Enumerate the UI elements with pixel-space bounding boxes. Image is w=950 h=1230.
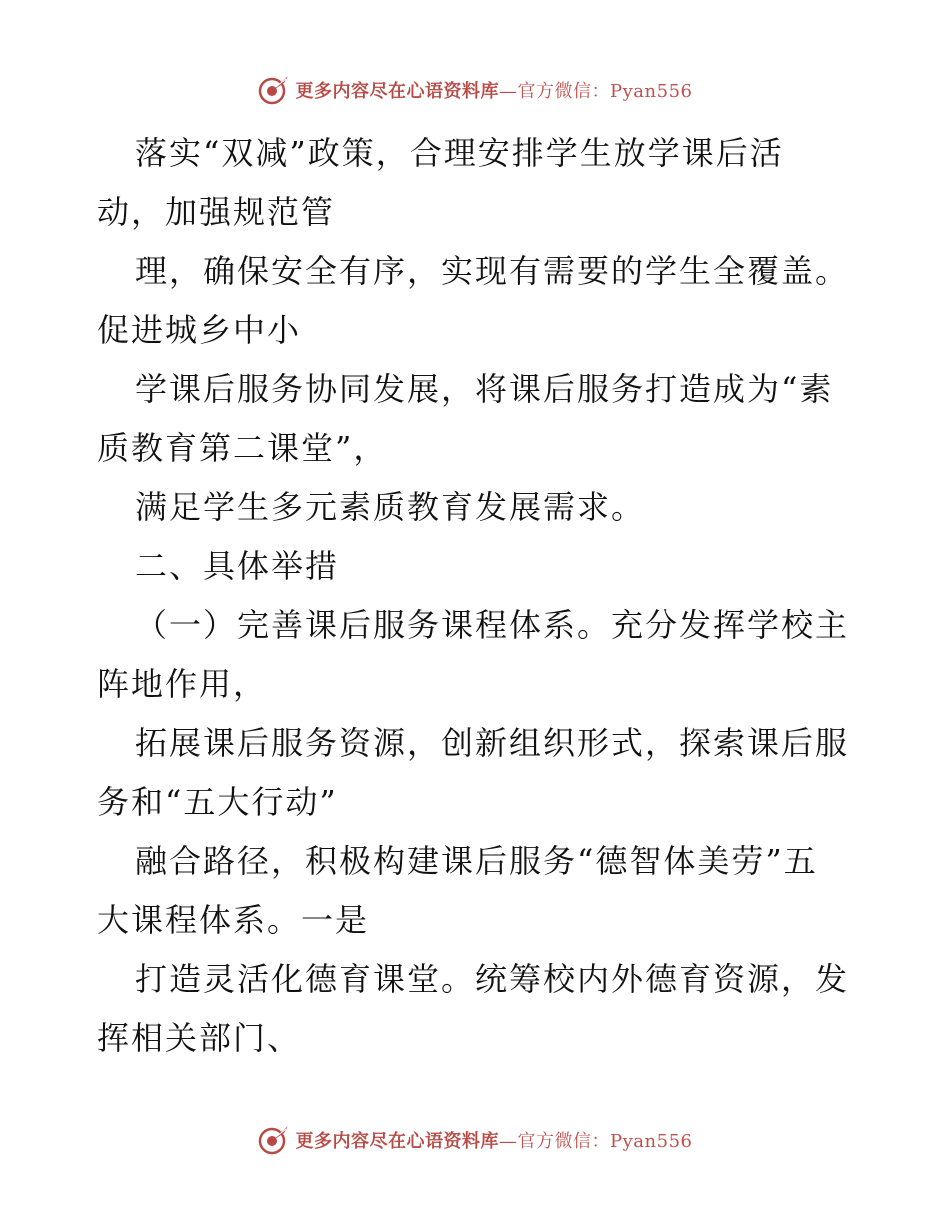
watermark-text: 更多内容尽在心语资料库—官方微信：Pyan556 bbox=[295, 81, 693, 102]
text-line: （一）完善课后服务课程体系。充分发挥学校主 bbox=[135, 606, 850, 644]
text-line: 理，确保安全有序，实现有需要的学生全覆盖。 bbox=[135, 252, 850, 290]
text-line: 拓展课后服务资源，创新组织形式，探索课后服 bbox=[135, 724, 850, 762]
text-line: 挥相关部门、 bbox=[97, 1019, 302, 1057]
watermark-text: 更多内容尽在心语资料库—官方微信：Pyan556 bbox=[295, 1131, 693, 1152]
text-line: 融合路径，积极构建课后服务“德智体美劳”五 bbox=[135, 842, 818, 880]
text-line: 务和“五大行动” bbox=[97, 783, 338, 821]
text-line: 阵地作用， bbox=[97, 665, 268, 703]
text-line: 落实“双减”政策，合理安排学生放学课后活 bbox=[135, 134, 784, 172]
feather-logo-icon bbox=[258, 73, 292, 107]
header-watermark bbox=[0, 70, 950, 110]
text-line: 促进城乡中小 bbox=[97, 311, 302, 349]
document-body bbox=[97, 124, 857, 1068]
text-line: 打造灵活化德育课堂。统筹校内外德育资源，发 bbox=[135, 960, 850, 998]
text-line: 大课程体系。一是 bbox=[97, 901, 370, 939]
text-line: 动，加强规范管 bbox=[97, 193, 336, 231]
text-line: 满足学生多元素质教育发展需求。 bbox=[135, 488, 646, 526]
text-line: 二、具体举措 bbox=[135, 547, 340, 585]
feather-logo-icon bbox=[258, 1123, 292, 1157]
footer-watermark bbox=[0, 1120, 950, 1160]
text-line: 学课后服务协同发展，将课后服务打造成为“素 bbox=[135, 370, 834, 408]
text-line: 质教育第二课堂”， bbox=[97, 429, 388, 467]
